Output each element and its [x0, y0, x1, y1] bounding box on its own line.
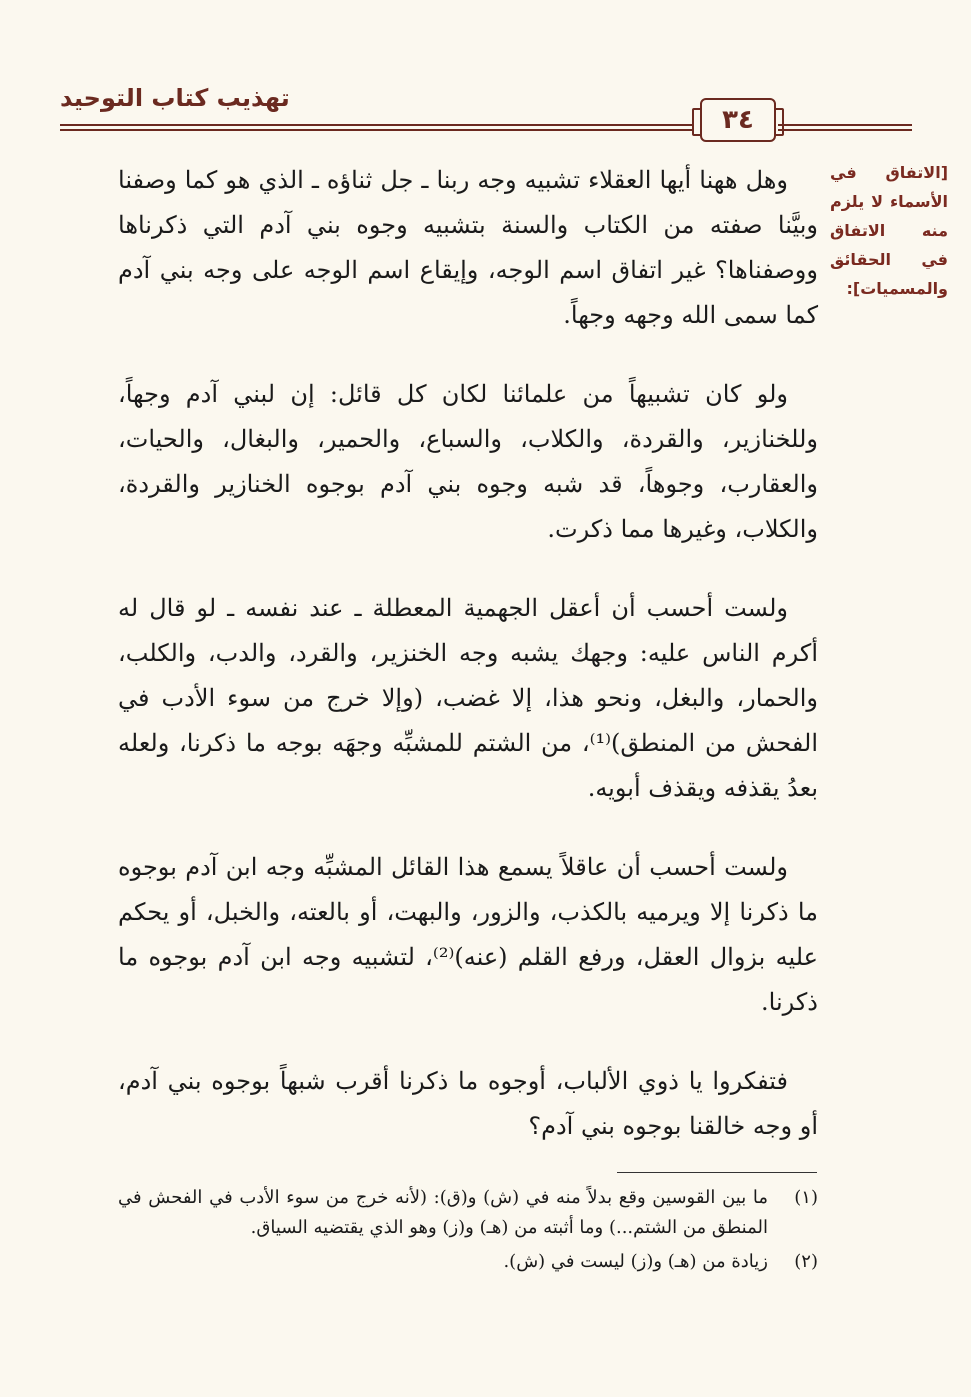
header-rule — [778, 129, 912, 131]
footnote-mark: (٢) — [794, 1251, 818, 1272]
footnote — [118, 1183, 818, 1243]
header-rule — [60, 129, 696, 131]
paragraph: فتفكروا يا ذوي الألباب، أوجوه ما ذكرنا أقرب شبهاً بوجوه بني آدم، أو وجه خالقنا بوجوه بني آدم؟ — [118, 1067, 818, 1140]
header-rule — [60, 124, 696, 126]
header-rule — [778, 124, 912, 126]
paragraph: وهل ههنا أيها العقلاء تشبيه وجه ربنا ـ جل ثناؤه ـ الذي هو كما وصفنا وبيَّنا صفته من الكتاب والسنة بتشبيه وجوه بني آدم التي ذكرناها ووصفناها؟ غير اتفاق اسم الوجه، وإيقاع اسم الوجه على وجه بني آدم كما سمى الله وجهه وجهاً. — [118, 166, 818, 329]
footnote — [118, 1247, 818, 1277]
paragraph: ولست أحسب أن أعقل الجهمية المعطلة ـ عند نفسه ـ لو قال له أكرم الناس عليه: وجهك يشبه وجه الخنزير، والقرد، والدب، والكلب، والحمار، والبغل، ونحو هذا، إلا غضب، (وإلا خرج من سوء الأدب في الفحش من المنطق)⁽¹⁾، من الشتم للمشبِّه وجهَه بوجه ما ذكرنا، ولعله بعدُ يقذفه ويقذف أبويه. — [118, 594, 819, 802]
footnote-mark: (١) — [794, 1187, 818, 1208]
footnotes — [118, 1183, 818, 1281]
page-number: ٣٤ — [700, 98, 776, 142]
paragraph: ولو كان تشبيهاً من علمائنا لكان كل قائل: إن لبني آدم وجهاً، وللخنازير، والقردة، والكلاب، والسباع، والحمير، والبغال، والحيات، والعقارب، وجوهاً، قد شبه وجوه بني آدم بوجوه الخنازير والقردة، والكلاب، وغيرها مما ذكرت. — [118, 380, 818, 543]
footnote-separator — [617, 1172, 817, 1173]
margin-note: [الاتفاق في الأسماء لا يلزم منه الاتفاق في الحقائق والمسميات]: — [830, 163, 948, 298]
paragraph: ولست أحسب أن عاقلاً يسمع هذا القائل المشبِّه وجه ابن آدم بوجوه ما ذكرنا إلا ويرميه بالكذب، والزور، والبهت، أو بالعته، والخبل، أو يحكم عليه بزوال العقل، ورفع القلم (عنه)⁽²⁾، لتشبيه وجه ابن آدم بوجوه ما ذكرنا. — [118, 853, 818, 1016]
footnote-text: ما بين القوسين وقع بدلاً منه في (ش) و(ق): (لأنه خرج من سوء الأدب في الفحش في المنطق من الشتم...) وما أثبته من (هـ) و(ز) وهو الذي يقتضيه السياق. — [118, 1187, 768, 1238]
page-header — [60, 84, 912, 144]
footnote-text: زيادة من (هـ) و(ز) ليست في (ش). — [503, 1251, 768, 1272]
main-text — [118, 158, 818, 1183]
running-title: تهذيب كتاب التوحيد — [60, 84, 290, 112]
